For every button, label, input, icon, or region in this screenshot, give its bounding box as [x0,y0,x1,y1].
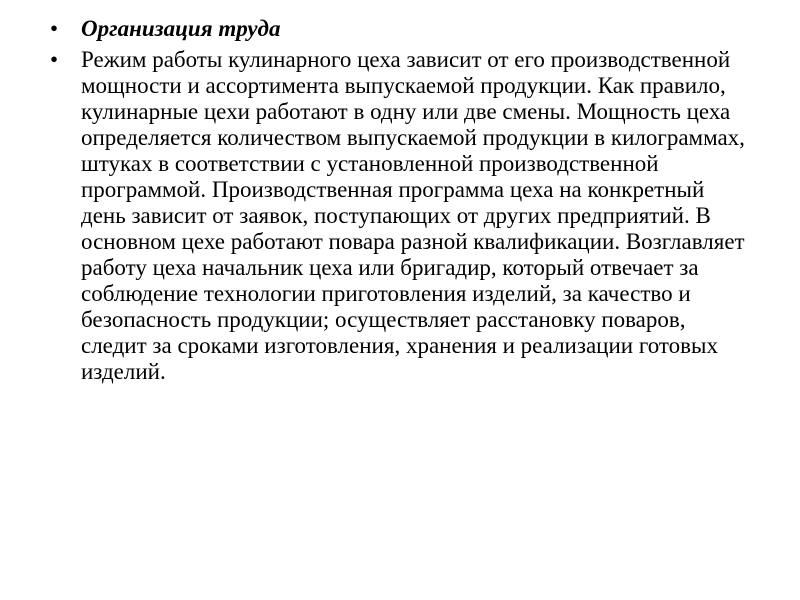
bullet-item-body [50,47,750,385]
bullet-item-heading [50,16,750,42]
bullet-dot-icon: • [50,16,59,41]
slide-heading: Организация труда [81,16,281,41]
bullet-list [50,16,750,390]
slide-body-text: Режим работы кулинарного цеха зависит от его производственной мощности и ассортимента выпускаемой продукции. Как правило, кулинарные цехи работают в одну или две смены. Мощность цеха определяется количеством выпускаемой продукции в килограммах, штуках в соответствии с установленной производственной программой. Производственная программа цеха на конкретный день зависит от заявок, поступающих от других предприятий. В основном цехе работают повара разной квалификации. Возглавляет работу цеха начальник цеха или бригадир, который отвечает за соблюдение технологии приготовления изделий, за качество и безопасность продукции; осуществляет расстановку поваров, следит за сроками изготовления, хранения и реализации готовых изделий. [81,47,745,384]
bullet-dot-icon: • [50,47,59,72]
